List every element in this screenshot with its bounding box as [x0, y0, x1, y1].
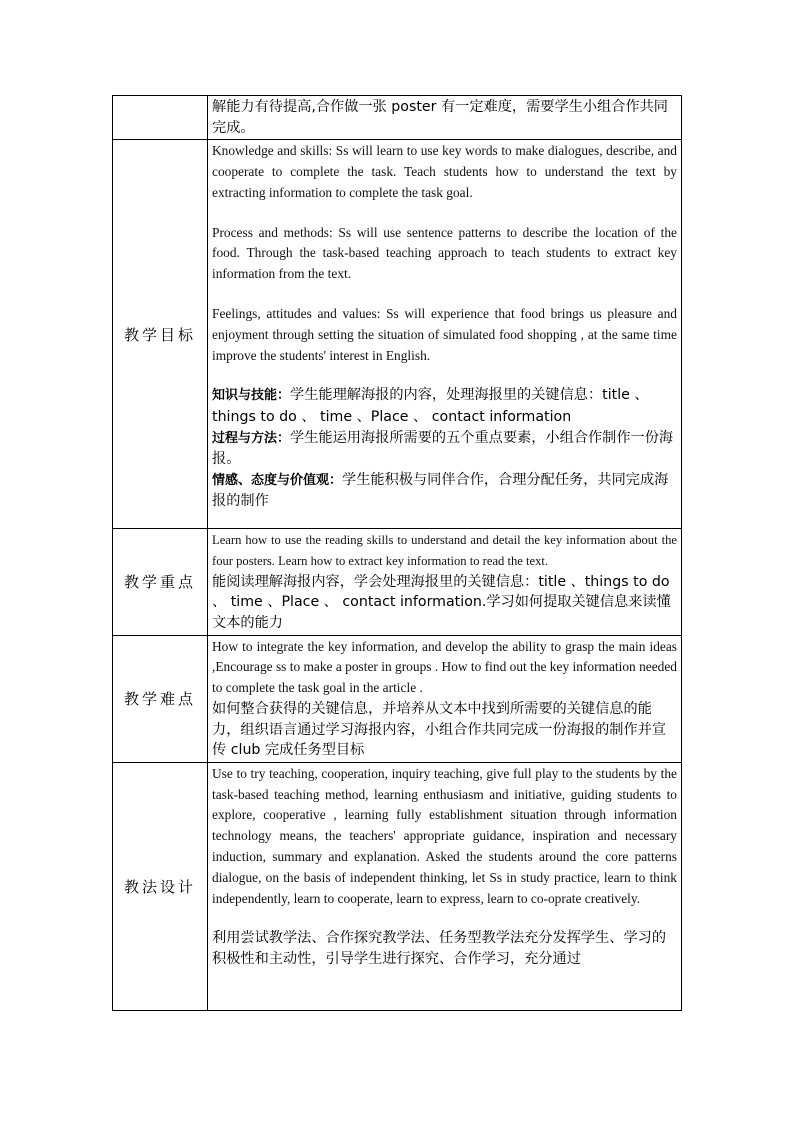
- knowledge-skills-text: 学生能理解海报的内容，处理海报里的关键信息：title 、things to do 、 time 、Place 、 contact information: [212, 387, 649, 425]
- row-label-difficulties: 教学难点: [123, 690, 196, 709]
- difficulties-cn: 如何整合获得的关键信息，并培养从文本中找到所需要的关键信息的能力，组织语言通过学习海报内容，小组合作共同完成一份海报的制作并宣传 club 完成任务型目标: [212, 700, 667, 759]
- table-row: [113, 635, 682, 762]
- row-content-cell: [208, 96, 682, 140]
- table-row: [113, 762, 682, 1010]
- feelings-values-heading: 情感、态度与价值观：: [212, 472, 343, 488]
- knowledge-skills-cn: [212, 385, 677, 427]
- table-row: [113, 96, 682, 140]
- lesson-plan-table: [112, 95, 682, 1011]
- row-label-objectives: 教学目标: [123, 325, 196, 344]
- process-methods-cn: [212, 428, 677, 470]
- key-points-en: Learn how to use the reading skills to understand and detail the key information about the four posters. Learn how to extract key information to read the text.: [212, 533, 677, 568]
- table-row: [113, 140, 682, 529]
- feelings-values-text: 学生能积极与同伴合作，合理分配任务，共同完成海报的制作: [212, 471, 669, 510]
- row-content-cell: [208, 762, 682, 1010]
- row-content-cell: [208, 635, 682, 762]
- row-label-cell: [113, 635, 208, 762]
- methods-cn: 利用尝试教学法、合作探究教学法、任务型教学法充分发挥学生、学习的积极性和主动性，引导学生进行探究、合作学习，充分通过: [212, 930, 667, 967]
- row-label-key-points: 教学重点: [123, 573, 196, 592]
- row-label-cell: [113, 762, 208, 1010]
- row-label-cell: [113, 529, 208, 635]
- process-methods-text: 学生能运用海报所需要的五个重点要素，小组合作制作一份海报。: [212, 429, 674, 468]
- continued-text: 解能力有待提高,合作做一张 poster 有一定难度，需要学生小组合作共同完成。: [212, 99, 668, 136]
- knowledge-skills-heading: 知识与技能：: [212, 388, 291, 404]
- row-label-cell: [113, 96, 208, 140]
- row-label-methods: 教法设计: [123, 877, 196, 896]
- process-methods-heading: 过程与方法：: [212, 430, 291, 446]
- knowledge-skills-en: Knowledge and skills: Ss will learn to use key words to make dialogues, describe, and cooperate to complete the task. Teach students how to understand the text by extracting information to complete the task goal.: [212, 143, 677, 200]
- table-row: [113, 529, 682, 635]
- row-content-cell: [208, 140, 682, 529]
- difficulties-en: How to integrate the key information, and develop the ability to grasp the main ideas ,Encourage ss to make a poster in groups . How to find out the key information needed to complete the task goal in the article .: [212, 638, 677, 696]
- key-points-cn: 能阅读理解海报内容，学会处理海报里的关键信息：title 、things to do 、 time 、Place 、 contact information.学习如何提取关键信息来读懂文本的能力: [212, 573, 671, 631]
- row-label-cell: [113, 140, 208, 529]
- row-content-cell: [208, 529, 682, 635]
- methods-en: Use to try teaching, cooperation, inquiry teaching, give full play to the students by the task-based teaching method, learning enthusiasm and initiative, guiding students to explore, cooperative , learning fully establishment situation through information technology means, the teachers' appropriate guidance, inspiration and necessary induction, summary and explanation. Asked the students around the core patterns dialogue, on the basis of independent thinking, let Ss in study practice, learn to think independently, learn to cooperate, learn to express, learn to co-oprate creatively.: [212, 765, 677, 906]
- feelings-values-en: Feelings, attitudes and values: Ss will experience that food brings us pleasure and enjoyment through setting the situation of simulated food shopping , at the same time improve the students' interest in English.: [212, 305, 677, 363]
- feelings-values-cn: [212, 470, 677, 512]
- process-methods-en: Process and methods: Ss will use sentence patterns to describe the location of the food. Through the task-based teaching approach to teach students to extract key information from the text.: [212, 224, 677, 282]
